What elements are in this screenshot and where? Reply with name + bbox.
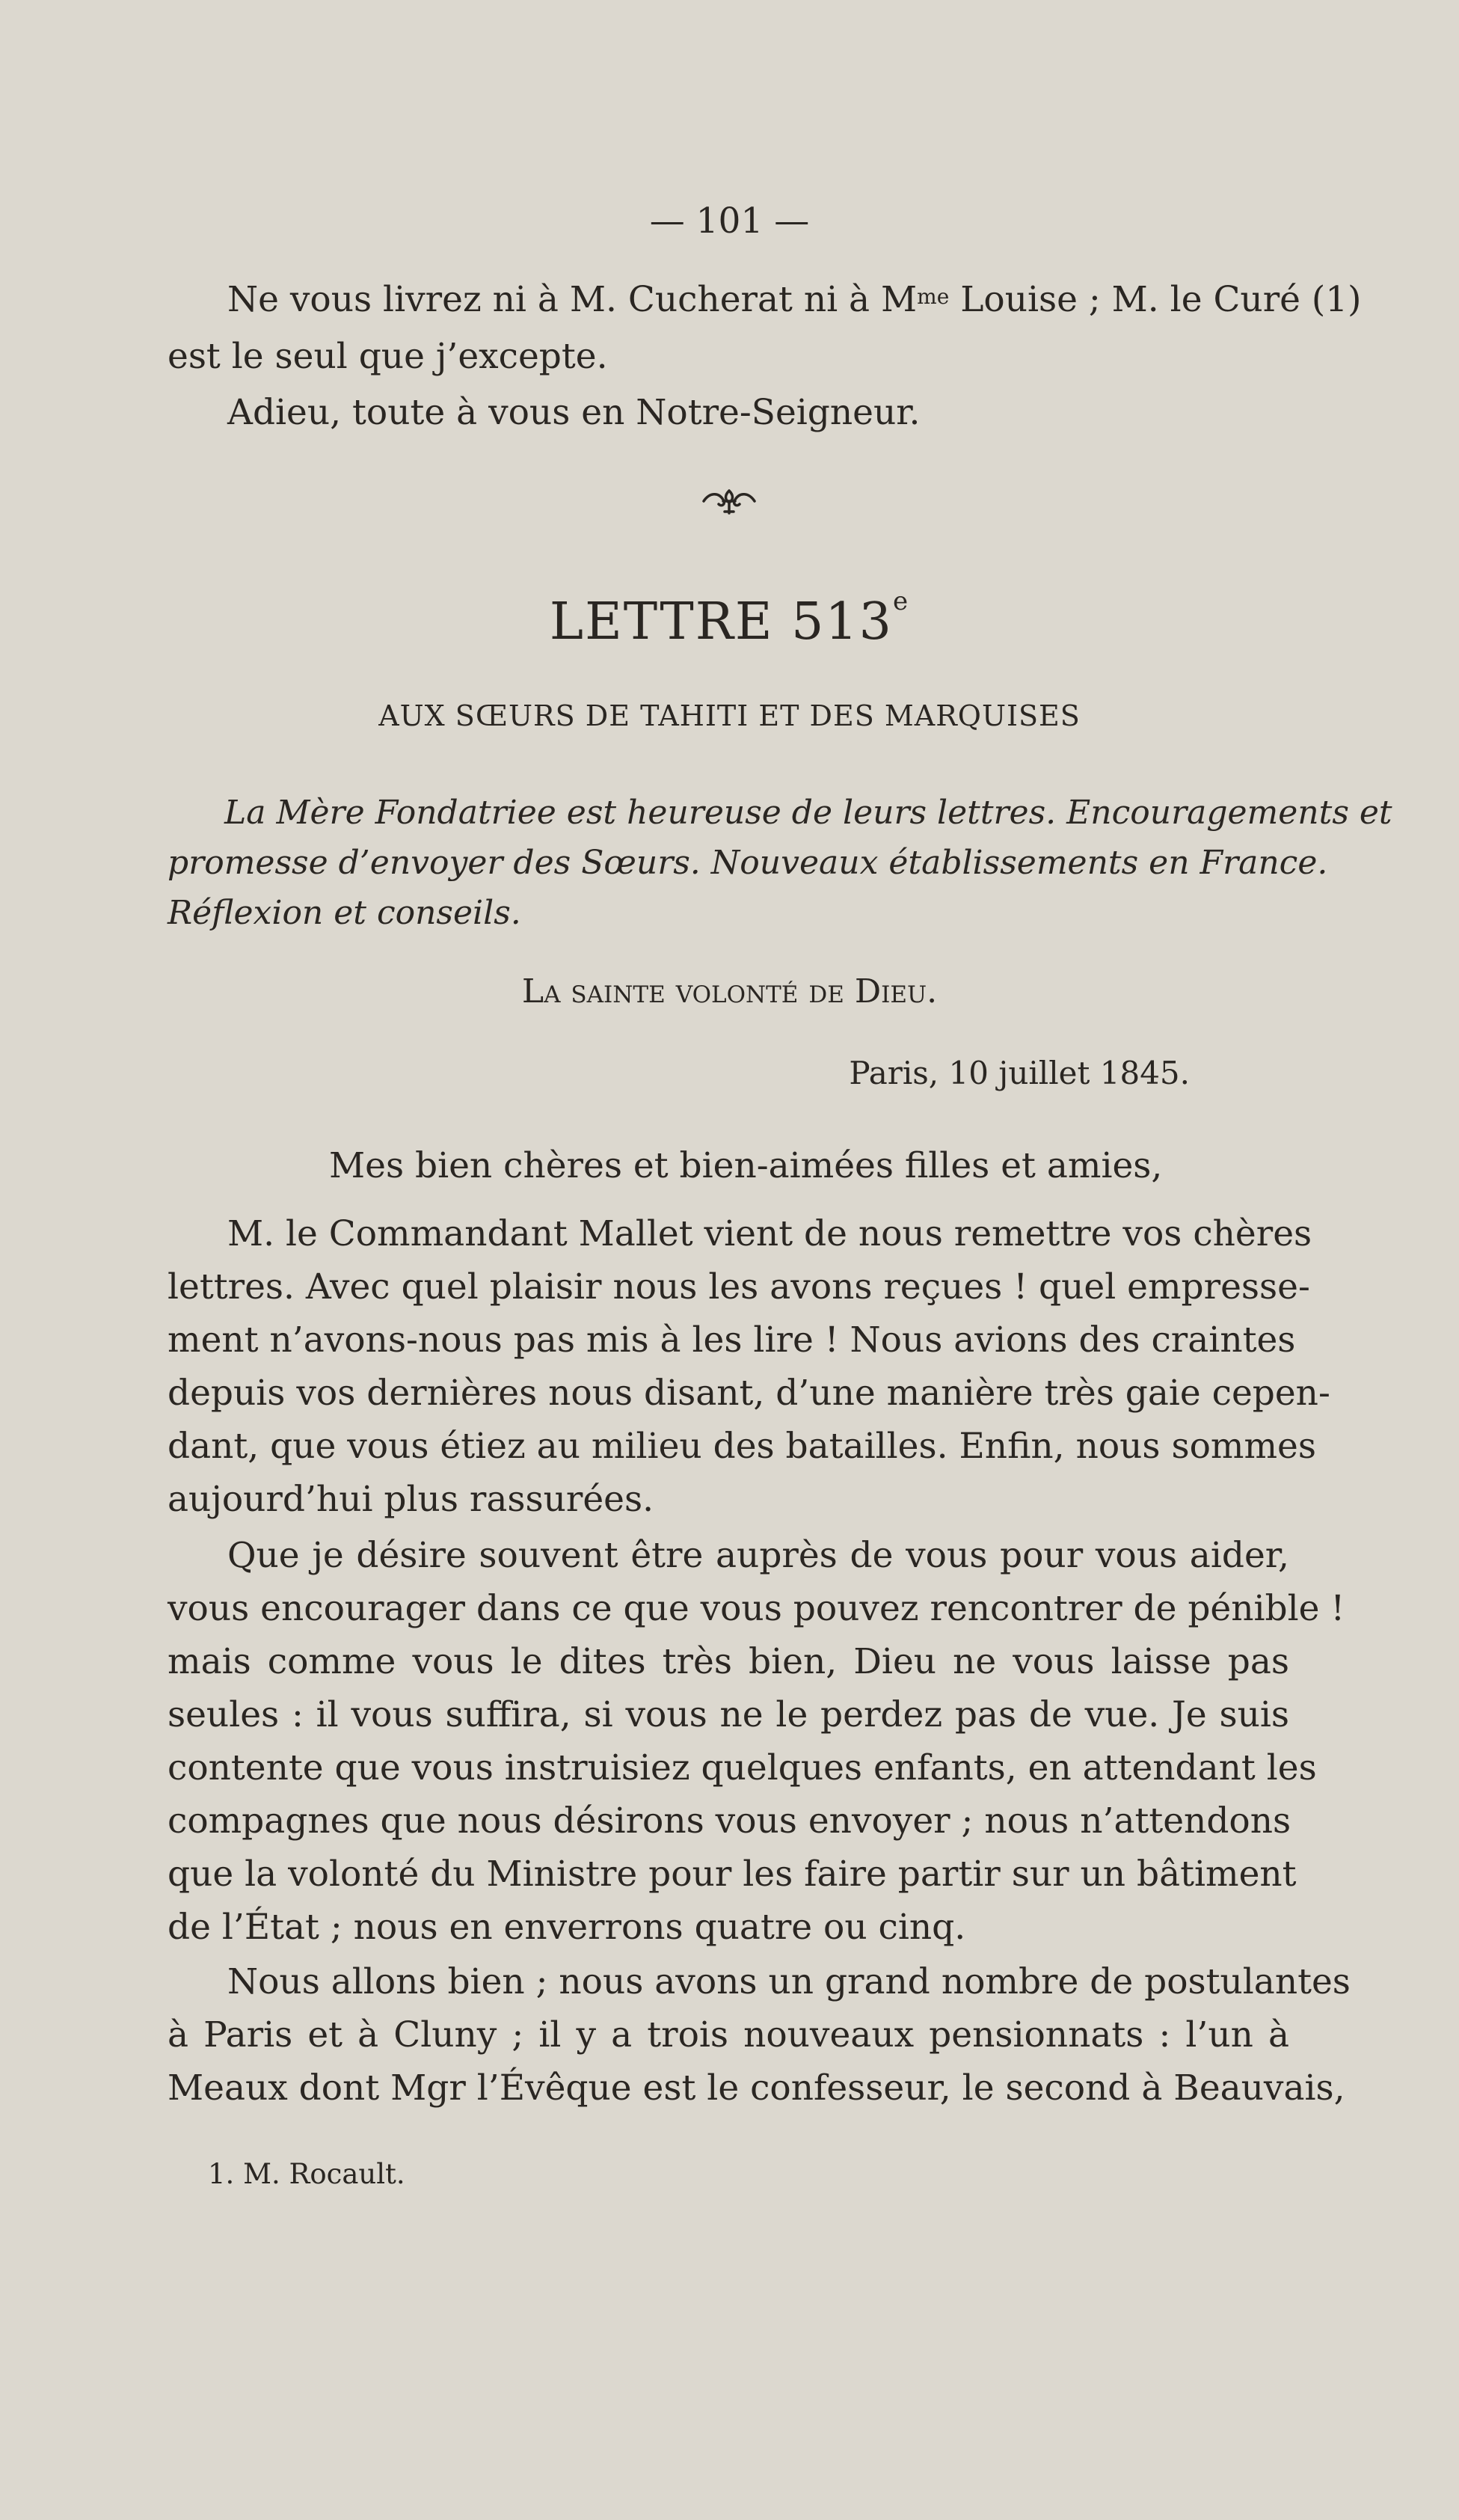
closing-line: Adieu, toute à vous en Notre-Seigneur. (227, 392, 921, 433)
body-line-9: mais comme vous le dites très bien, Dieu ne vous laisse pas (168, 1641, 1289, 1682)
body-line-3: ment n’avons-nous pas mis à les lire ! Nous avions des craintes (168, 1319, 1296, 1361)
letter-recipients: AUX SŒURS DE TAHITI ET DES MARQUISES (378, 699, 1081, 732)
body-line-10: seules : il vous suffira, si vous ne le perdez pas de vue. Je suis (168, 1694, 1289, 1735)
body-line-8: vous encourager dans ce que vous pouvez rencontrer de pénible ! (168, 1588, 1345, 1629)
summary-line-3: Réflexion et conseils. (168, 894, 521, 932)
body-line-12: compagnes que nous désirons vous envoyer ; nous n’attendons (168, 1800, 1291, 1842)
body-line-13: que la volonté du Ministre pour les faire partir sur un bâtiment (168, 1854, 1297, 1895)
body-line-14: de l’État ; nous en enverrons quatre ou cinq. (168, 1907, 966, 1948)
letter-title: LETTRE 513e (549, 586, 910, 652)
summary-line-2: promesse d’envoyer des Sœurs. Nouveaux établissements en France. (168, 844, 1328, 882)
body-line-1: M. le Commandant Mallet vient de nous remettre vos chères (227, 1213, 1312, 1254)
body-line-5: dant, que vous étiez au milieu des batailles. Enfin, nous sommes (168, 1426, 1316, 1467)
body-line-17: Meaux dont Mgr l’Évêque est le confesseur, le second à Beauvais, (168, 2067, 1345, 2109)
body-line-11: contente que vous instruisiez quelques enfants, en attendant les (168, 1747, 1317, 1788)
body-line-15: Nous allons bien ; nous avons un grand nombre de postulantes (227, 1961, 1351, 2002)
body-line-6: aujourd’hui plus rassurées. (168, 1479, 654, 1520)
body-line-16: à Paris et à Cluny ; il y a trois nouveaux pensionnats : l’un à (168, 2014, 1289, 2055)
body-line-4: depuis vos dernières nous disant, d’une manière très gaie cepen- (168, 1373, 1330, 1414)
fleuron-icon (699, 485, 759, 518)
intro-line-2: est le seul que j’excepte. (168, 336, 608, 377)
salutation: Mes bien chères et bien-aimées filles et amies, (329, 1145, 1163, 1186)
body-line-7: Que je désire souvent être auprès de vous pour vous aider, (227, 1535, 1289, 1576)
body-line-2: lettres. Avec quel plaisir nous les avons reçues ! quel empresse- (168, 1266, 1310, 1307)
motto: La sainte volonté de Dieu. (521, 972, 938, 1011)
intro-line-1: Ne vous livrez ni à M. Cucherat ni à $M^{me}$ Louise ; M. le Curé (1) (227, 279, 1362, 320)
dateline: Paris, 10 juillet 1845. (849, 1055, 1190, 1091)
page-number: — 101 — (649, 200, 810, 242)
footnote: 1. M. Rocault. (208, 2158, 405, 2190)
summary-line-1: La Mère Fondatriee est heureuse de leurs lettres. Encouragements et (224, 794, 1392, 832)
